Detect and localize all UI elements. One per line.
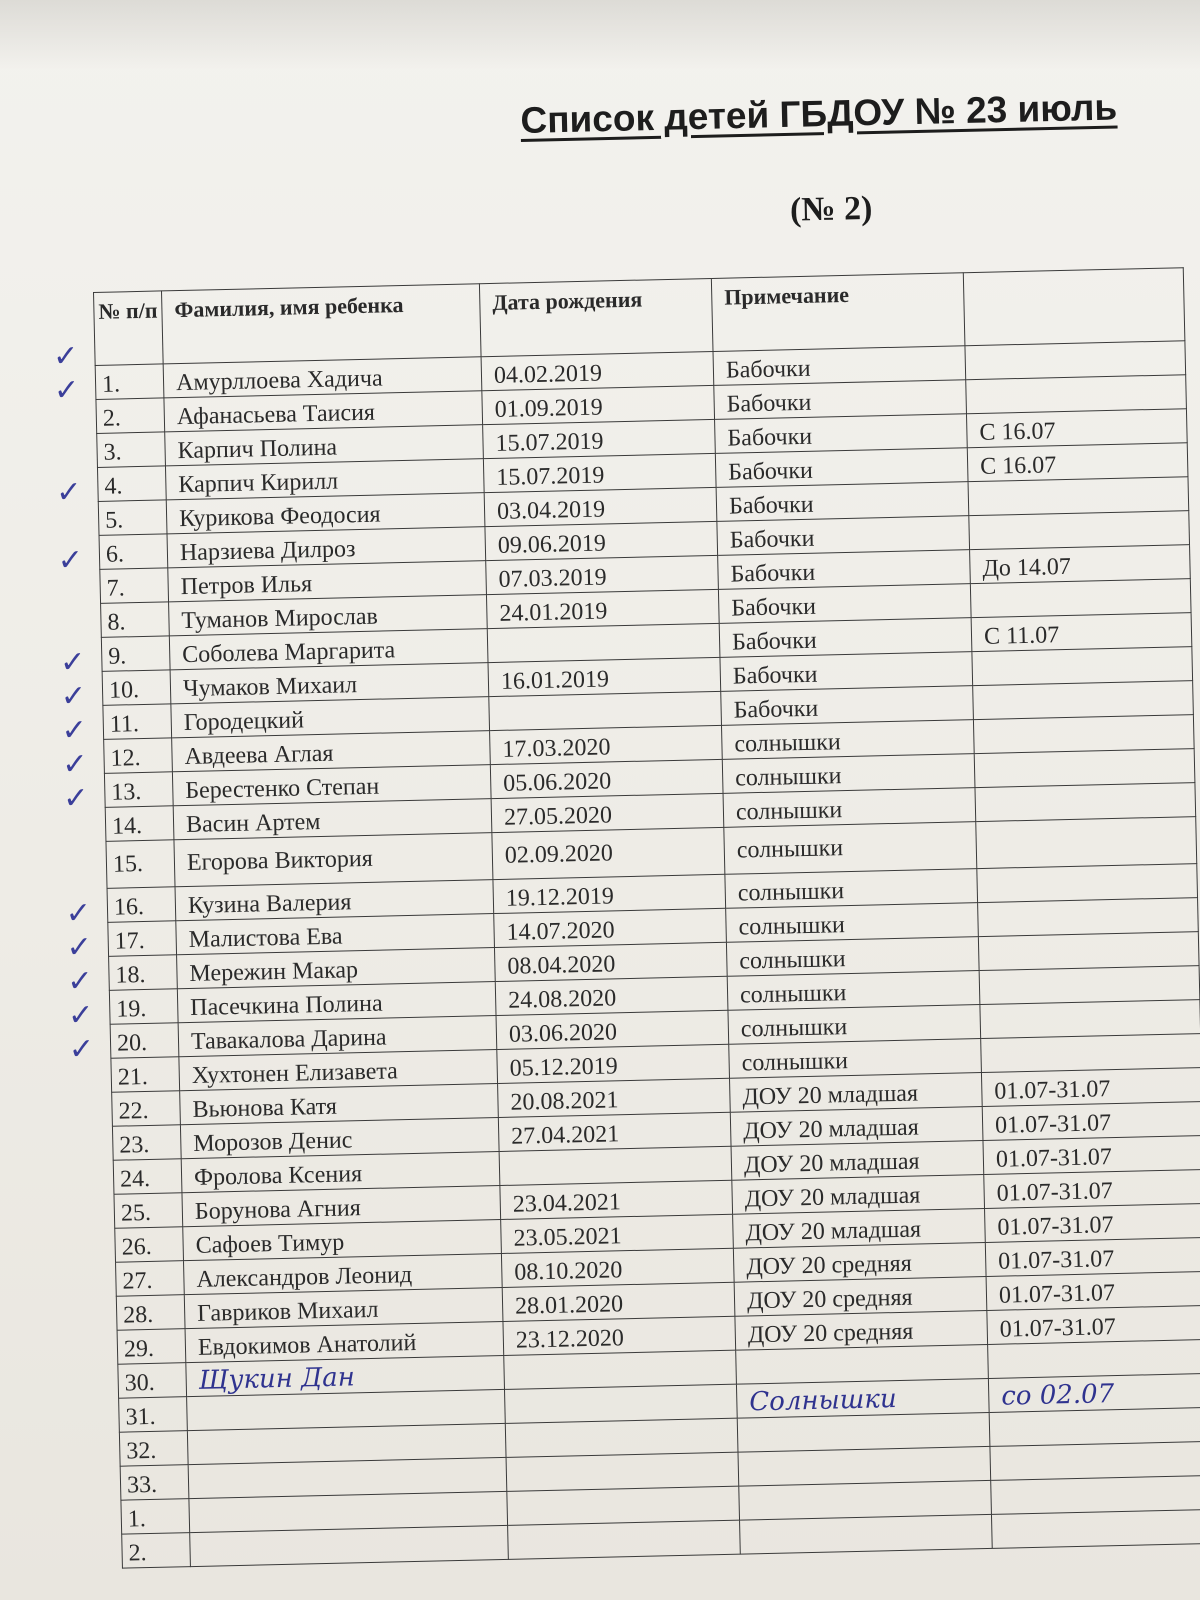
cell-group: солнышки <box>728 1005 981 1045</box>
cell-note <box>972 647 1193 686</box>
cell-date: 23.05.2021 <box>501 1214 734 1253</box>
cell-group <box>737 1412 990 1452</box>
cell-num: 16. <box>107 887 176 923</box>
cell-name: Кузина Валерия <box>175 880 494 921</box>
cell-note <box>990 1441 1200 1480</box>
cell-note <box>978 898 1199 937</box>
cell-date: 27.04.2021 <box>498 1112 731 1151</box>
check-mark-icon: ✓ <box>53 338 79 374</box>
cell-num: 20. <box>110 1023 179 1059</box>
cell-name: Берестенко Степан <box>172 765 491 806</box>
cell-date: 24.08.2020 <box>495 976 728 1015</box>
header-birth-date: Дата рождения <box>479 278 713 356</box>
cell-name: Щукин Дан <box>186 1355 505 1396</box>
cell-num: 2. <box>122 1533 191 1569</box>
cell-group: Бабочки <box>715 448 968 488</box>
cell-num: 33. <box>120 1465 189 1501</box>
check-mark-icon: ✓ <box>56 474 82 510</box>
cell-group: Бабочки <box>718 584 971 624</box>
cell-name: Нарзиева Дилроз <box>167 527 486 568</box>
cell-group: солнышки <box>727 971 980 1011</box>
cell-num: 2. <box>96 398 165 434</box>
cell-num: 26. <box>115 1227 184 1263</box>
cell-note <box>970 579 1191 618</box>
check-mark-icon: ✓ <box>62 746 88 782</box>
cell-group: ДОУ 20 младшая <box>730 1107 983 1147</box>
cell-note: со 02.07 <box>988 1373 1200 1412</box>
cell-group: Бабочки <box>716 482 969 522</box>
cell-date: 09.06.2019 <box>485 521 718 560</box>
cell-note: С 16.07 <box>966 409 1187 448</box>
cell-group: Бабочки <box>717 516 970 556</box>
cell-date: 27.05.2020 <box>491 793 724 832</box>
cell-name: Васин Артем <box>173 799 492 840</box>
cell-group: Бабочки <box>721 686 974 726</box>
cell-note <box>965 341 1186 380</box>
cell-note: 01.07-31.07 <box>985 1204 1200 1243</box>
cell-group <box>739 1480 992 1520</box>
cell-num: 11. <box>103 704 172 740</box>
cell-note <box>969 511 1190 550</box>
cell-num: 9. <box>101 636 170 672</box>
cell-note: 01.07-31.07 <box>984 1170 1200 1209</box>
cell-name: Малистова Ева <box>176 914 495 955</box>
header-number: № п/п <box>94 291 164 366</box>
cell-note <box>991 1475 1200 1514</box>
cell-name: Чумаков Михаил <box>170 663 489 704</box>
cell-note <box>977 864 1198 903</box>
cell-date: 02.09.2020 <box>492 827 725 879</box>
cell-date: 07.03.2019 <box>486 555 719 594</box>
cell-num: 17. <box>108 921 177 957</box>
cell-date <box>505 1418 738 1457</box>
cell-name: Борунова Агния <box>182 1185 501 1226</box>
cell-group: солнышки <box>726 903 979 943</box>
cell-group <box>738 1446 991 1486</box>
cell-group: Бабочки <box>720 652 973 692</box>
cell-note <box>979 966 1200 1005</box>
cell-num: 1. <box>121 1499 190 1535</box>
cell-num: 28. <box>116 1295 185 1331</box>
cell-num: 24. <box>113 1159 182 1195</box>
check-mark-icon: ✓ <box>67 963 93 999</box>
cell-date: 03.06.2020 <box>496 1010 729 1049</box>
cell-date: 03.04.2019 <box>484 487 717 526</box>
cell-num: 30. <box>118 1363 187 1399</box>
cell-date <box>508 1520 741 1559</box>
cell-num: 4. <box>97 466 166 502</box>
cell-num: 13. <box>104 772 173 808</box>
cell-name: Туманов Мирослав <box>169 595 488 636</box>
cell-note <box>973 681 1194 720</box>
cell-group <box>740 1514 993 1554</box>
cell-note: 01.07-31.07 <box>982 1102 1200 1141</box>
cell-name: Александров Леонид <box>184 1253 503 1294</box>
cell-date: 20.08.2021 <box>498 1078 731 1117</box>
cell-name: Карпич Кирилл <box>165 459 484 500</box>
check-mark-icon: ✓ <box>63 780 89 816</box>
cell-note <box>980 1000 1200 1039</box>
cell-group: Бабочки <box>715 414 968 454</box>
cell-num: 23. <box>112 1125 181 1161</box>
cell-date: 17.03.2020 <box>490 725 723 764</box>
cell-name: Афанасьева Таисия <box>164 391 483 432</box>
cell-num: 10. <box>102 670 171 706</box>
cell-note: 01.07-31.07 <box>987 1305 1200 1344</box>
cell-group: Бабочки <box>713 346 966 386</box>
cell-name: Курикова Феодосия <box>166 493 485 534</box>
cell-group: солнышки <box>723 788 976 828</box>
cell-group: ДОУ 20 средняя <box>733 1243 986 1283</box>
cell-name: Петров Илья <box>168 561 487 602</box>
cell-group <box>736 1344 989 1384</box>
cell-note <box>966 375 1187 414</box>
cell-num: 31. <box>119 1397 188 1433</box>
cell-name: Амурллоева Хадича <box>163 357 482 398</box>
cell-date <box>499 1146 732 1185</box>
cell-name: Морозов Денис <box>180 1118 499 1159</box>
cell-group: солнышки <box>724 822 977 875</box>
check-mark-icon: ✓ <box>61 712 87 748</box>
cell-date: 05.12.2019 <box>497 1044 730 1083</box>
cell-date: 23.04.2021 <box>500 1180 733 1219</box>
cell-date: 08.04.2020 <box>494 942 727 981</box>
cell-group: солнышки <box>729 1039 982 1079</box>
cell-num: 15. <box>106 840 175 889</box>
cell-date: 04.02.2019 <box>481 351 714 390</box>
cell-note: 01.07-31.07 <box>983 1136 1200 1175</box>
cell-num: 14. <box>105 806 174 842</box>
cell-group: солнышки <box>721 720 974 760</box>
cell-group: ДОУ 20 младшая <box>731 1141 984 1181</box>
cell-name: Авдеева Аглая <box>172 731 491 772</box>
header-extra <box>963 268 1185 346</box>
cell-date: 24.01.2019 <box>486 589 719 628</box>
cell-note <box>988 1339 1200 1378</box>
cell-group: солнышки <box>725 869 978 909</box>
cell-date: 01.09.2019 <box>482 385 715 424</box>
cell-group: солнышки <box>726 937 979 977</box>
cell-name: Сафоев Тимур <box>183 1219 502 1260</box>
cell-note <box>981 1034 1200 1073</box>
cell-group: ДОУ 20 средняя <box>734 1276 987 1316</box>
cell-group: ДОУ 20 младшая <box>732 1175 985 1215</box>
cell-date: 08.10.2020 <box>501 1248 734 1287</box>
cell-num: 25. <box>114 1193 183 1229</box>
cell-note: До 14.07 <box>970 545 1191 584</box>
cell-note <box>991 1509 1200 1548</box>
cell-date: 15.07.2019 <box>483 453 716 492</box>
table-body <box>95 341 1200 1568</box>
cell-num: 22. <box>112 1091 181 1127</box>
cell-name: Евдокимов Анатолий <box>185 1321 504 1362</box>
cell-note <box>989 1407 1200 1446</box>
header-name: Фамилия, имя ребенка <box>161 284 481 364</box>
cell-num: 19. <box>109 989 178 1025</box>
cell-num: 12. <box>104 738 173 774</box>
paper-shadow <box>0 0 1200 70</box>
cell-name: Мережин Макар <box>177 948 496 989</box>
cell-group: ДОУ 20 младшая <box>730 1073 983 1113</box>
children-list-table-wrap <box>93 267 1200 1569</box>
cell-name: Фролова Ксения <box>181 1152 500 1193</box>
cell-name: Хухтонен Елизавета <box>179 1050 498 1091</box>
cell-group: ДОУ 20 младшая <box>733 1209 986 1249</box>
cell-group: Солнышки <box>736 1378 989 1418</box>
cell-note <box>968 477 1189 516</box>
cell-date <box>507 1486 740 1525</box>
cell-name: Городецкий <box>171 697 490 738</box>
cell-group: Бабочки <box>718 550 971 590</box>
cell-date <box>487 623 720 662</box>
cell-date: 14.07.2020 <box>494 908 727 947</box>
check-mark-icon: ✓ <box>66 929 92 965</box>
check-mark-icon: ✓ <box>68 1031 95 1067</box>
cell-note: С 11.07 <box>971 613 1192 652</box>
cell-date: 16.01.2019 <box>488 657 721 696</box>
cell-note: 01.07-31.07 <box>985 1238 1200 1277</box>
cell-num: 29. <box>117 1329 186 1365</box>
cell-note <box>973 715 1194 754</box>
document-subtitle: (№ 2) <box>789 189 873 229</box>
check-mark-icon: ✓ <box>57 542 83 578</box>
document-title: Список детей ГБДОУ № 23 июль <box>520 86 1118 141</box>
cell-group: Бабочки <box>714 380 967 420</box>
children-list-table <box>93 267 1200 1568</box>
cell-note <box>975 783 1196 822</box>
check-mark-icon: ✓ <box>60 644 86 680</box>
cell-num: 21. <box>111 1057 180 1093</box>
cell-note: 01.07-31.07 <box>986 1272 1200 1311</box>
cell-date <box>489 691 722 730</box>
check-mark-icon: ✓ <box>68 997 94 1033</box>
cell-note: С 16.07 <box>967 443 1188 482</box>
cell-num: 18. <box>109 955 178 991</box>
cell-date <box>506 1452 739 1491</box>
cell-num: 8. <box>101 602 170 638</box>
cell-date: 23.12.2020 <box>503 1316 736 1355</box>
cell-group: Бабочки <box>719 618 972 658</box>
cell-num: 1. <box>95 364 164 400</box>
check-mark-icon: ✓ <box>65 895 91 931</box>
cell-name: Пасечкина Полина <box>177 982 496 1023</box>
cell-name: Егорова Виктория <box>174 833 493 887</box>
cell-num: 5. <box>98 500 167 536</box>
cell-note: 01.07-31.07 <box>981 1068 1200 1107</box>
cell-date: 15.07.2019 <box>483 419 716 458</box>
cell-name: Тавакалова Дарина <box>178 1016 497 1057</box>
check-mark-icon: ✓ <box>53 372 80 408</box>
check-mark-icon: ✓ <box>60 678 87 714</box>
cell-group: солнышки <box>722 754 975 794</box>
cell-num: 7. <box>100 568 169 604</box>
cell-note <box>976 817 1197 869</box>
cell-name <box>190 1525 509 1566</box>
cell-group: ДОУ 20 средняя <box>735 1310 988 1350</box>
cell-name: Соболева Маргарита <box>169 629 488 670</box>
cell-num: 6. <box>99 534 168 570</box>
cell-note <box>974 749 1195 788</box>
cell-num: 3. <box>97 432 166 468</box>
cell-note <box>978 932 1199 971</box>
cell-name: Карпич Полина <box>165 425 484 466</box>
cell-num: 32. <box>119 1431 188 1467</box>
cell-date: 28.01.2020 <box>502 1282 735 1321</box>
cell-date: 05.06.2020 <box>490 759 723 798</box>
cell-name: Вьюнова Катя <box>180 1084 499 1125</box>
cell-date <box>505 1384 738 1423</box>
cell-date: 19.12.2019 <box>493 874 726 913</box>
cell-num: 27. <box>116 1261 185 1297</box>
cell-name: Гавриков Михаил <box>184 1287 503 1328</box>
header-note: Примечание <box>711 273 965 352</box>
cell-date <box>504 1350 737 1389</box>
